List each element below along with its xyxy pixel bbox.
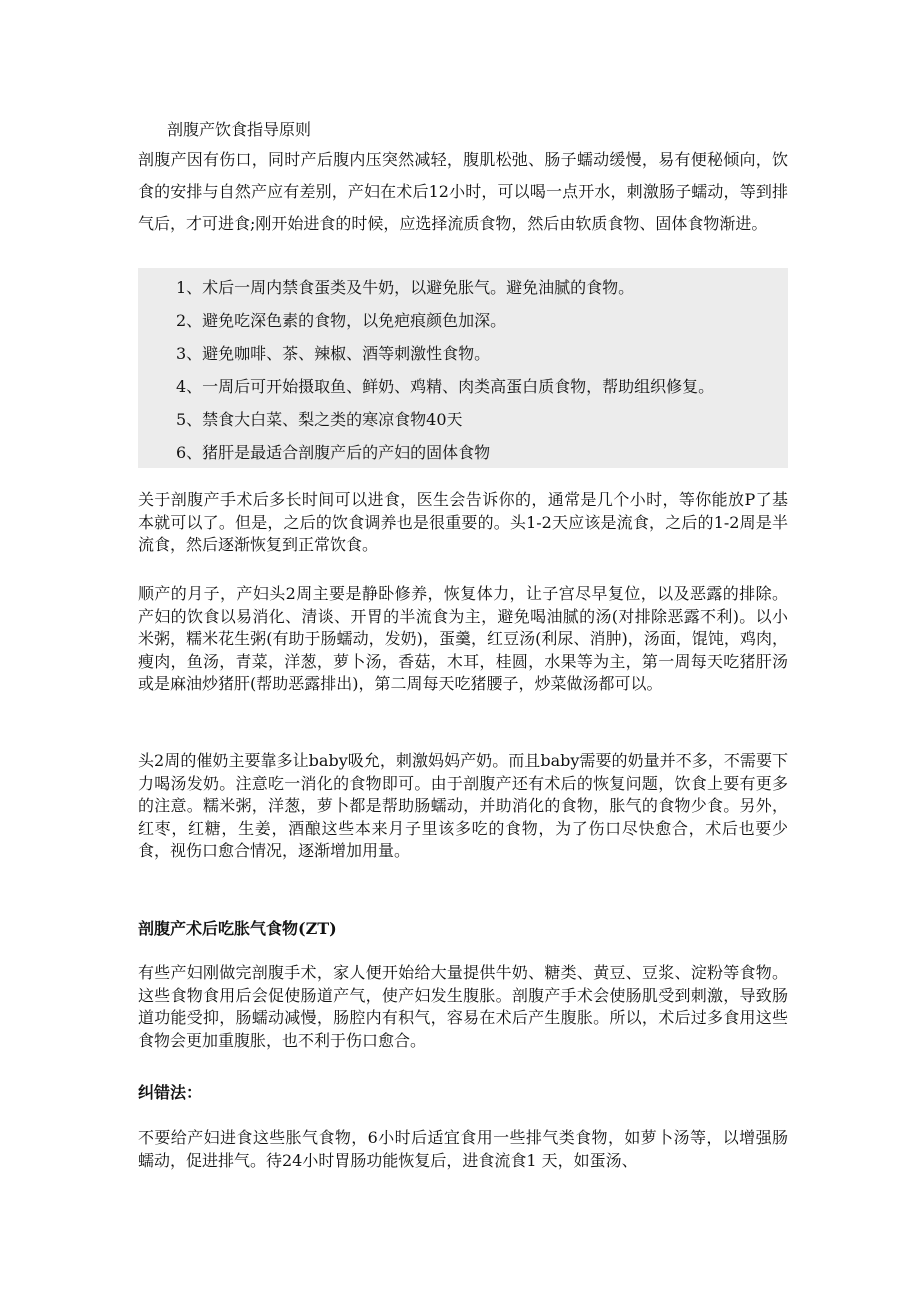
paragraph-natural-birth: 顺产的月子，产妇头2周主要是静卧修养，恢复体力，让子宫尽早复位，以及恶露的排除。产妇的饮食以易消化、清谈、开胃的半流食为主，避免喝油腻的汤(对排除恶露不利)。以小米粥，糯米花生粥(有助于肠蠕动，发奶)，蛋羹，红豆汤(利尿、消肿)，汤面，馄饨，鸡肉，瘦肉，鱼汤，青菜，洋葱，萝卜汤，香菇，木耳，桂圆，水果等为主，第一周每天吃猪肝汤或是麻油炒猪肝(帮助恶露排出)，第二周每天吃猪腰子，炒菜做汤都可以。 (138, 584, 788, 693)
list-item: 6、猪肝是最适合剖腹产后的产妇的固体食物 (176, 443, 491, 462)
paragraph-correction: 不要给产妇进食这些胀气食物，6小时后适宜食用一些排气类食物，如萝卜汤等，以增强肠蠕动，促进排气。待24小时胃肠功能恢复后，进食流食1 天，如蛋汤、 (138, 1128, 788, 1170)
list-item: 5、禁食大白菜、梨之类的寒凉食物40天 (176, 410, 463, 429)
list-item: 4、一周后可开始摄取鱼、鲜奶、鸡精、肉类高蛋白质食物，帮助组织修复。 (176, 377, 715, 396)
section-heading-correction: 纠错法： (138, 1083, 203, 1102)
diet-rules-list (138, 268, 788, 468)
document-title: 剖腹产饮食指导原则 (167, 120, 312, 139)
intro-paragraph: 剖腹产因有伤口，同时产后腹内压突然减轻，腹肌松弛、肠子蠕动缓慢，易有便秘倾向，饮食的安排与自然产应有差别，产妇在术后12小时，可以喝一点开水，刺激肠子蠕动，等到排气后，才可进食;刚开始进食的时候，应选择流质食物，然后由软质食物、固体食物渐进。 (138, 150, 788, 233)
list-item: 1、术后一周内禁食蛋类及牛奶，以避免胀气。避免油腻的食物。 (176, 278, 635, 297)
list-item: 2、避免吃深色素的食物，以免疤痕颜色加深。 (176, 311, 507, 330)
paragraph-feeding-time: 关于剖腹产手术后多长时间可以进食，医生会告诉你的，通常是几个小时，等你能放P了基本就可以了。但是，之后的饮食调养也是很重要的。头1-2天应该是流食，之后的1-2周是半流食，然后逐渐恢复到正常饮食。 (138, 490, 788, 554)
list-item: 3、避免咖啡、茶、辣椒、酒等刺激性食物。 (176, 344, 491, 363)
paragraph-lactation: 头2周的催奶主要靠多让baby吸允，刺激妈妈产奶。而且baby需要的奶量并不多，不需要下力喝汤发奶。注意吃一消化的食物即可。由于剖腹产还有术后的恢复问题，饮食上要有更多的注意。糯米粥，洋葱，萝卜都是帮助肠蠕动，并助消化的食物，胀气的食物少食。另外，红枣，红糖，生姜，酒酿这些本来月子里该多吃的食物，为了伤口尽快愈合，术后也要少食，视伤口愈合情况，逐渐增加用量。 (138, 751, 788, 860)
paragraph-bloating: 有些产妇刚做完剖腹手术，家人便开始给大量提供牛奶、糖类、黄豆、豆浆、淀粉等食物。这些食物食用后会促使肠道产气，使产妇发生腹胀。剖腹产手术会使肠肌受到刺激，导致肠道功能受抑，肠蠕动减慢，肠腔内有积气，容易在术后产生腹胀。所以，术后过多食用这些食物会更加重腹胀，也不利于伤口愈合。 (138, 963, 788, 1050)
section-heading-bloating: 剖腹产术后吃胀气食物(ZT) (138, 919, 337, 938)
